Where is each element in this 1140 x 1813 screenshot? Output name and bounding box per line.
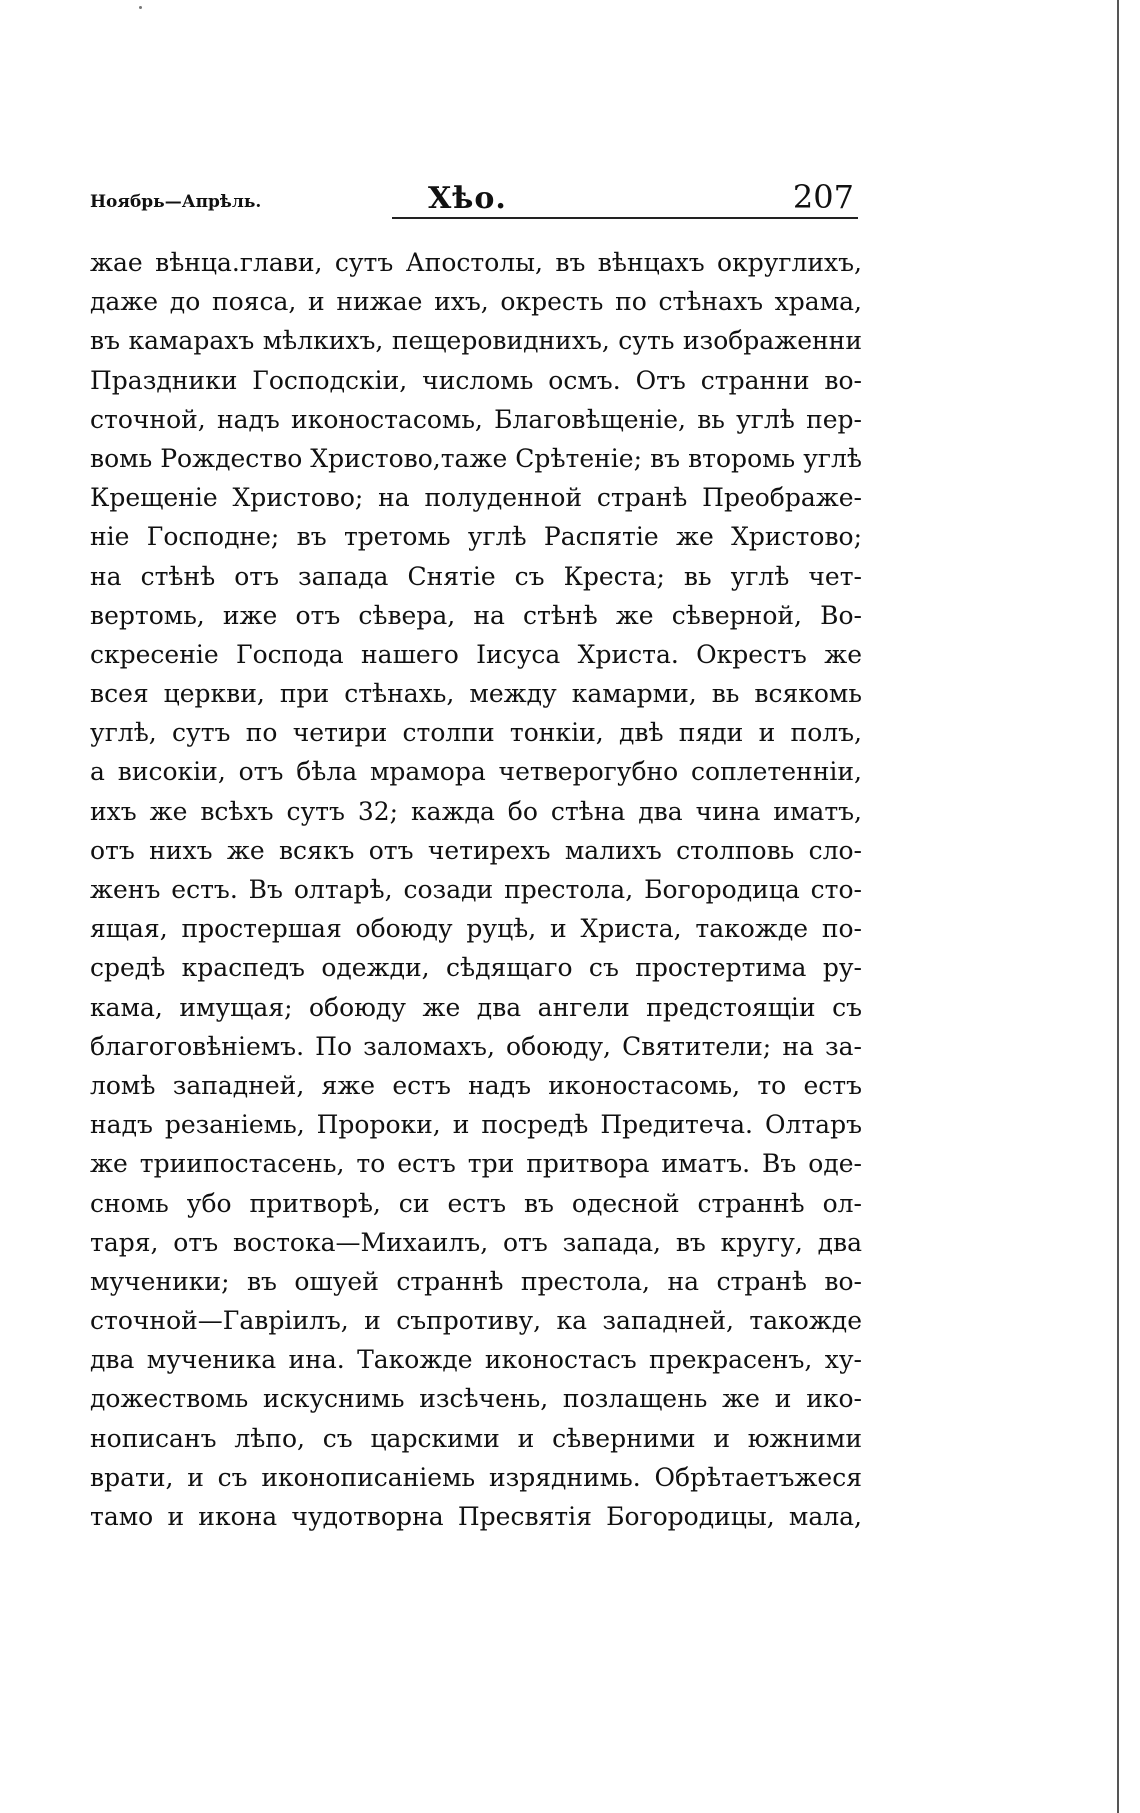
running-head-section: Ноябрь—Апрѣль. [90,192,262,212]
text-line: жае вѣнца.глави, сутъ Апостолы, въ вѣнцахъ округлихъ, [90,248,862,277]
text-line: ніе Господне; въ третомь углѣ Распятіе же Христово; [90,522,862,552]
running-head-title: Хѣо. [428,181,507,216]
text-line: благоговѣніемъ. По заломахъ, обоюду, Святители; на за- [90,1031,862,1061]
text-line: кама, имущая; обоюду же два ангели предстоящіи съ [90,992,862,1022]
text-line: на стѣнѣ отъ запада Снятіе съ Креста; вь углѣ чет- [90,561,862,591]
text-line: женъ естъ. Въ олтарѣ, созади престола, Богородица сто- [90,875,862,904]
text-line: средѣ краспедъ одежди, сѣдящаго съ простертима ру- [90,953,862,983]
body-text [90,243,862,1536]
text-line: а високіи, отъ бѣла мрамора четверогубно соплетенніи, [90,757,862,787]
text-line: же триипостасень, то естъ три притвора иматъ. Въ оде- [90,1149,862,1179]
page-number: 207 [792,178,854,216]
text-line: мученики; въ ошуей страннѣ престола, на странѣ во- [90,1266,862,1296]
text-line: тамо и икона чудотворна Пресвятія Богородицы, мала, [90,1502,862,1531]
text-line: врати, и съ иконописаніемь изряднимь. Обрѣтаетъжеся [90,1462,862,1492]
text-line: вомь Рождество Христово,таже Срѣтеніе; въ второмь углѣ [90,443,862,473]
text-line: скресеніе Господа нашего Іисуса Христа. Окрестъ же [90,639,862,669]
text-line: всея церкви, при стѣнахь, между камарми, вь всякомь [90,679,862,709]
text-line: ломѣ западней, яже естъ надъ иконостасомь, то естъ [90,1070,862,1100]
text-line: Праздники Господскіи, числомь осмъ. Отъ странни во- [90,365,862,395]
text-line: надъ резаніемь, Пророки, и посредѣ Предитеча. Олтаръ [90,1110,862,1140]
printing-speck [139,6,142,9]
text-line: таря, отъ востока—Михаилъ, отъ запада, въ кругу, два [90,1227,862,1257]
text-line: отъ нихъ же всякъ отъ четирехъ малихъ столповь сло- [90,835,862,865]
text-line: даже до пояса, и нижае ихъ, окресть по стѣнахъ храма, [90,287,862,317]
text-line: ящая, простершая обоюду руцѣ, и Христа, такожде по- [90,914,862,944]
page-edge-line [1117,0,1119,1813]
text-line: вертомь, иже отъ сѣвера, на стѣнѣ же сѣверной, Во- [90,600,862,630]
text-line: углѣ, сутъ по четири столпи тонкіи, двѣ пяди и полъ, [90,718,862,748]
text-line: ихъ же всѣхъ сутъ 32; кажда бо стѣна два чина иматъ, [90,796,862,826]
running-head [90,168,860,218]
text-line: нописанъ лѣпо, съ царскими и сѣверними и южними [90,1423,862,1453]
text-line: дожествомь искуснимь изсѣчень, позлащень же и ико- [90,1384,862,1414]
text-line: сточной, надъ иконостасомь, Благовѣщеніе, вь углѣ пер- [90,404,862,434]
header-rule [392,217,858,219]
text-line: два мученика ина. Такожде иконостасъ прекрасенъ, ху- [90,1345,862,1375]
text-line: сномь убо притворѣ, си естъ въ одесной страннѣ ол- [90,1188,862,1218]
text-line: сточной—Гавріилъ, и съпротиву, ка западней, такожде [90,1306,862,1336]
text-line: Крещеніе Христово; на полуденной странѣ Преображе- [90,483,862,513]
text-line: въ камарахъ мѣлкихъ, пещеровиднихъ, суть изображенни [90,326,862,356]
